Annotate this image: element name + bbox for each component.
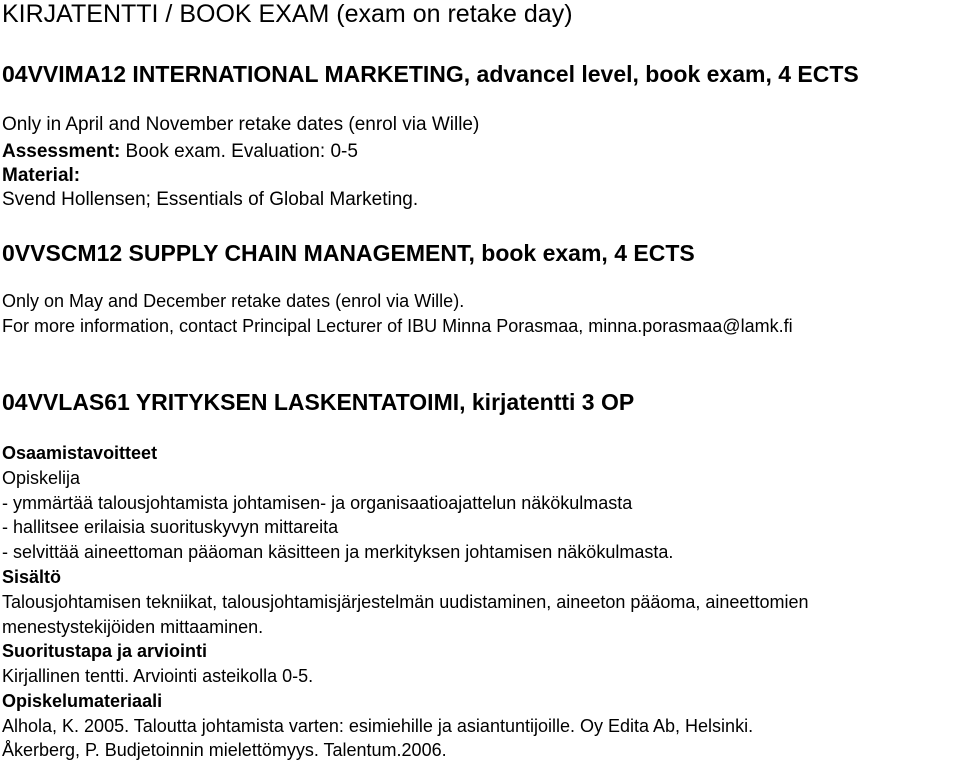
assessment-label: Assessment: [2,141,121,162]
study-material-item: Åkerberg, P. Budjetoinnin mielettömyys. Talentum.2006. [2,740,447,760]
outcome-item: - hallitsee erilaisia suorituskyvyn mittareita [2,517,339,537]
content-text-line1: Talousjohtamisen tekniikat, talousjohtamisjärjestelmän uudistaminen, aineeton pääoma, aineettomien [2,592,809,612]
course2-retake-info: Only on May and December retake dates (enrol via Wille). [2,291,465,311]
course-heading-international-marketing: 04VVIMA12 INTERNATIONAL MARKETING, advancel level, book exam, 4 ECTS [2,61,859,87]
course1-material-text: Svend Hollensen; Essentials of Global Marketing. [2,189,419,210]
content-text-line2: menestystekijöiden mittaaminen. [2,617,264,637]
study-materials-label: Opiskelumateriaali [2,691,163,711]
course-heading-supply-chain: 0VVSCM12 SUPPLY CHAIN MANAGEMENT, book exam, 4 ECTS [2,240,695,266]
material-label: Material: [2,165,81,186]
course2-contact-info: For more information, contact Principal Lecturer of IBU Minna Porasmaa, minna.porasmaa@lamk.fi [2,316,793,336]
outcomes-label: Osaamistavoitteet [2,443,158,463]
content-label: Sisältö [2,567,62,587]
outcome-item: - selvittää aineettoman pääoman käsitteen ja merkityksen johtamisen näkökulmasta. [2,542,674,562]
course1-assessment [2,142,358,161]
outcome-item: - ymmärtää talousjohtamista johtamisen- ja organisaatioajattelun näkökulmasta [2,493,633,513]
method-text: Kirjallinen tentti. Arviointi asteikolla 0-5. [2,666,314,686]
assessment-text: Book exam. Evaluation: 0-5 [120,141,358,162]
student-label: Opiskelija [2,468,81,488]
course-heading-laskentatoimi: 04VVLAS61 YRITYKSEN LASKENTATOIMI, kirjatentti 3 OP [2,389,635,415]
course1-retake-info: Only in April and November retake dates (enrol via Wille) [2,114,480,135]
method-label: Suoritustapa ja arviointi [2,641,208,661]
study-material-item: Alhola, K. 2005. Taloutta johtamista varten: esimiehille ja asiantuntijoille. Oy Edita Ab, Helsinki. [2,716,754,736]
page-title: KIRJATENTTI / BOOK EXAM (exam on retake day) [2,0,573,28]
